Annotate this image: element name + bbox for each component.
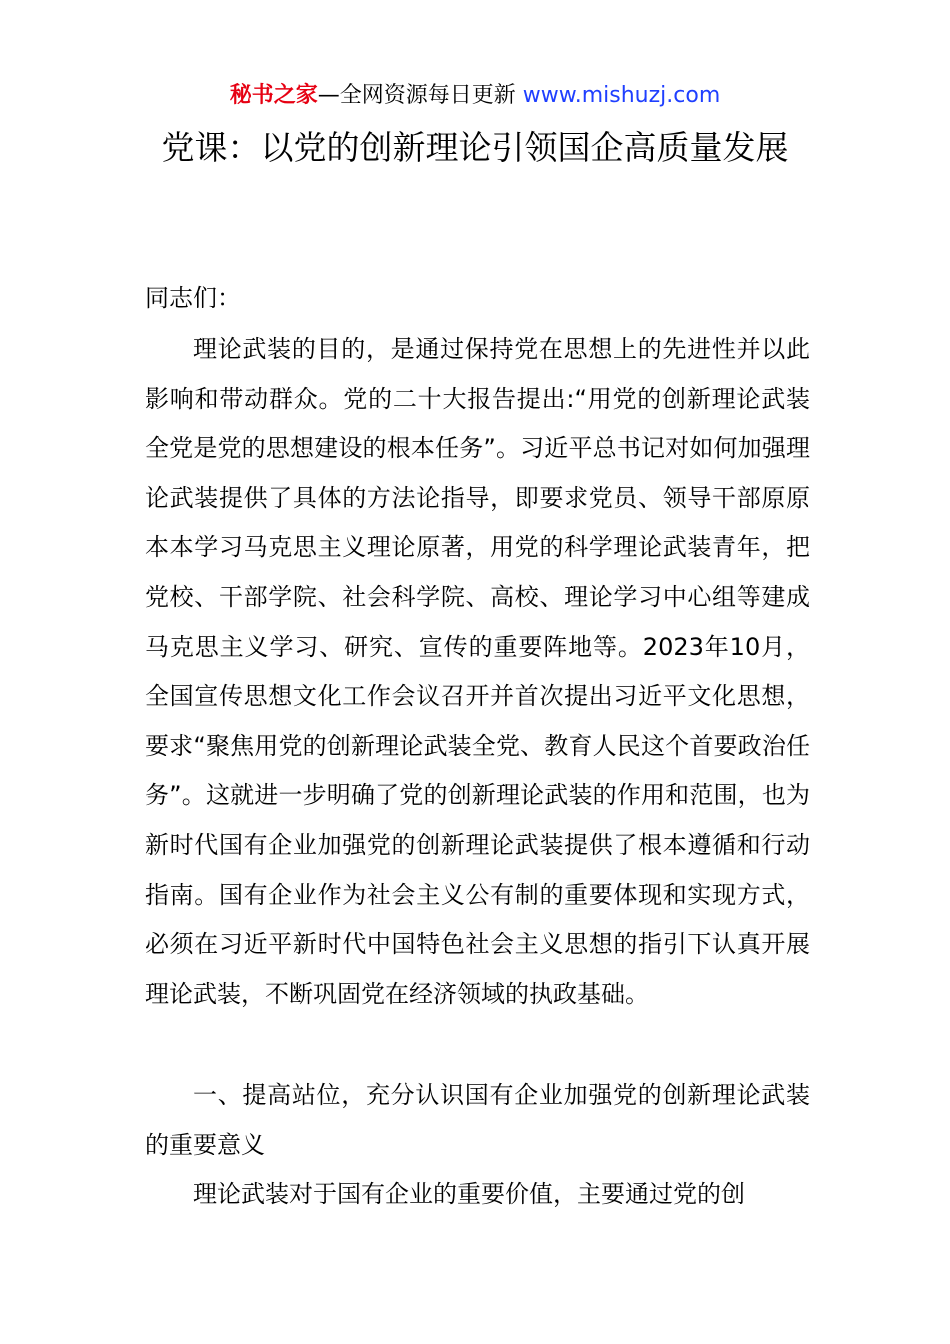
site-tagline: —全网资源每日更新 [317,83,523,108]
section-heading-1: 一、提高站位，充分认识国有企业加强党的创新理论武装的重要意义 [145,1081,810,1159]
site-url-link[interactable]: www.mishuzj.com [522,83,721,108]
body-paragraph-section-1: 理论武装对于国有企业的重要价值，主要通过党的创 [193,1180,745,1208]
salutation: 同志们： [145,284,241,312]
site-brand: 秘书之家 [229,83,318,108]
document-title: 党课：以党的创新理论引领国企高质量发展 [161,128,789,167]
site-header [0,80,950,112]
body-paragraph-intro: 理论武装的目的，是通过保持党在思想上的先进性并以此影响和带动群众。党的二十大报告提出:“用党的创新理论武装全党是党的思想建设的根本任务”。习近平总书记对如何加强理论武装提供了具体的方法论指导，即要求党员、领导干部原原本本学习马克思主义理论原著，用党的科学理论武装青年，把党校、干部学院、社会科学院、高校、理论学习中心组等建成马克思主义学习、研究、宣传的重要阵地等。2023年10月，全国宣传思想文化工作会议召开并首次提出习近平文化思想，要求“聚焦用党的创新理论武装全党、教育人民这个首要政治任务”。这就进一步明确了党的创新理论武装的作用和范围，也为新时代国有企业加强党的创新理论武装提供了根本遵循和行动指南。国有企业作为社会主义公有制的重要体现和实现方式，必须在习近平新时代中国特色社会主义思想的指引下认真开展理论武装，不断巩固党在经济领域的执政基础。 [145,335,810,1008]
